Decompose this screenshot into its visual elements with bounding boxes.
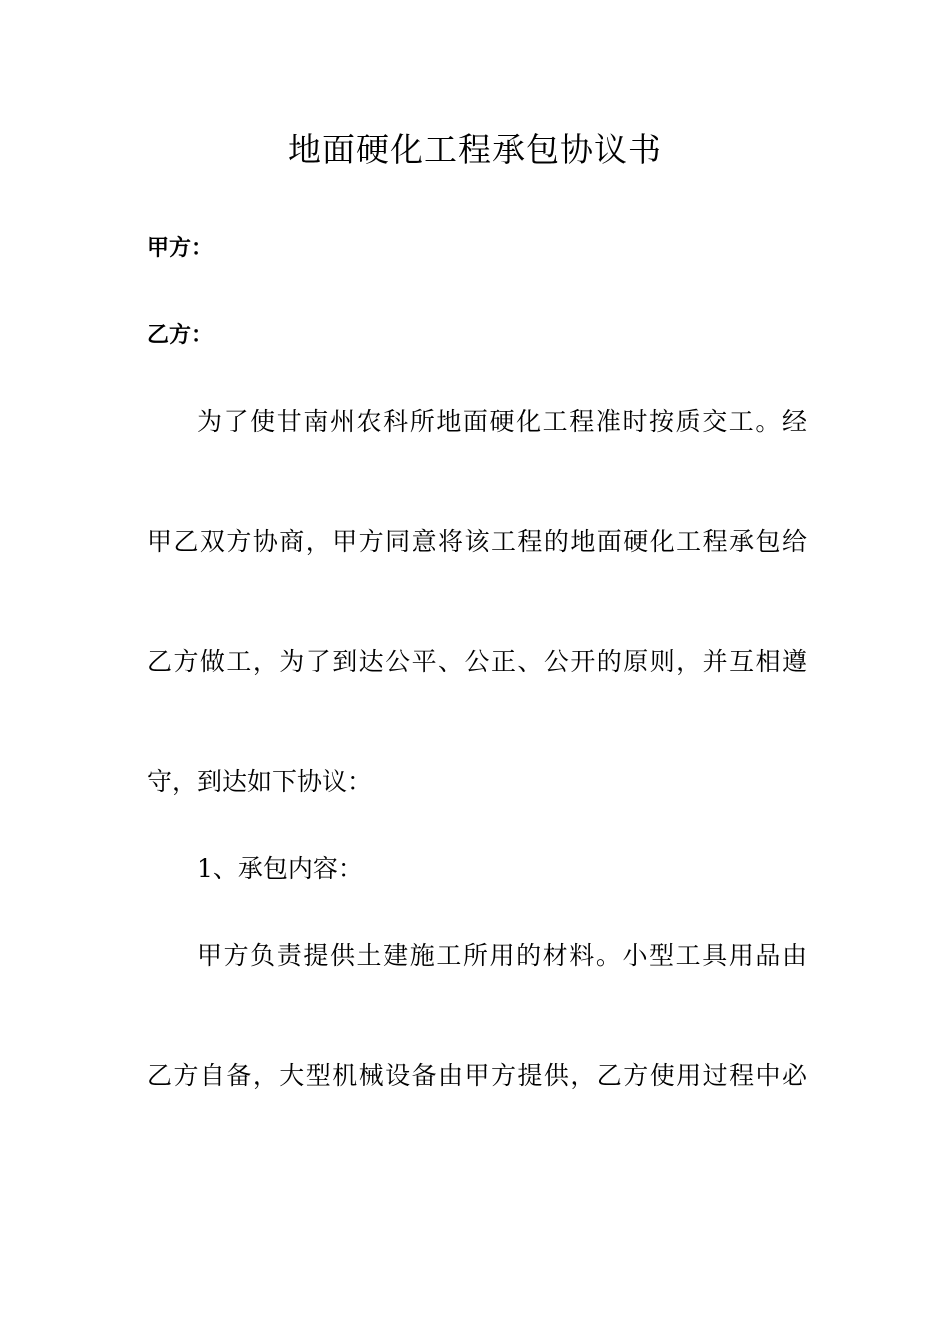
paragraph-line: 乙方做工，为了到达公平、公正、公开的原则，并互相遵 <box>147 647 807 676</box>
paragraph-line: 乙方自备，大型机械设备由甲方提供，乙方使用过程中必 <box>147 1061 807 1090</box>
section-heading: 1、承包内容： <box>197 854 363 883</box>
paragraph-line: 甲方负责提供土建施工所用的材料。小型工具用品由 <box>197 941 807 970</box>
paragraph-line: 守，到达如下协议： <box>147 767 373 796</box>
paragraph-line: 为了使甘南州农科所地面硬化工程准时按质交工。经 <box>197 407 807 436</box>
document-title: 地面硬化工程承包协议书 <box>288 130 662 169</box>
party-a-label: 甲方： <box>147 236 214 261</box>
paragraph-line: 甲乙双方协商，甲方同意将该工程的地面硬化工程承包给 <box>147 527 807 556</box>
party-b-label: 乙方： <box>147 323 214 348</box>
